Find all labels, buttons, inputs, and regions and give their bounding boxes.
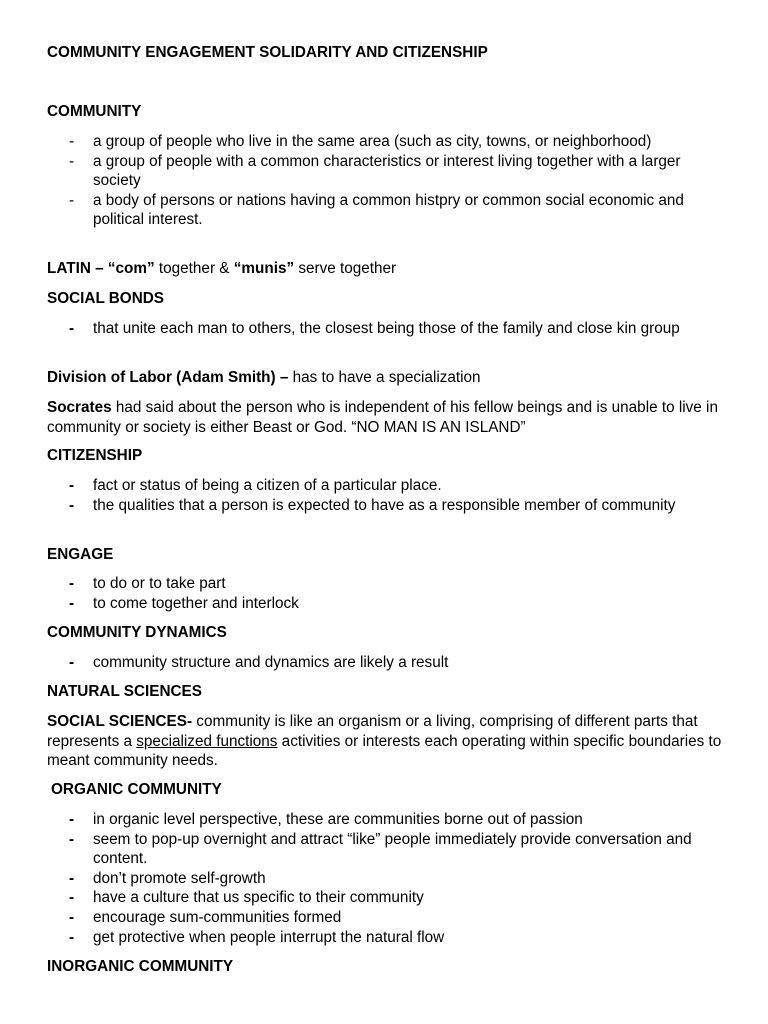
bullet-dash: -: [69, 830, 75, 848]
bullet-dash: -: [69, 928, 75, 946]
heading-natural-sciences: NATURAL SCIENCES: [47, 683, 202, 700]
bullet-dash: -: [69, 496, 75, 514]
bullet-dash: -: [69, 811, 75, 828]
heading-inorganic-community: INORGANIC COMMUNITY: [47, 958, 234, 975]
document-title: COMMUNITY ENGAGEMENT SOLIDARITY AND CITIZENSHIP: [47, 44, 488, 61]
list-item: - a group of people who live in the same area (such as city, towns, or neighborhood): [69, 133, 652, 150]
list-item: - encourage sum-communities formed: [69, 908, 342, 926]
list-item: - to do or to take part: [69, 575, 226, 592]
list-item: - fact or status of being a citizen of a particular place.: [69, 477, 442, 494]
heading-citizenship: CITIZENSHIP: [47, 447, 143, 464]
socrates-paragraph: Socrates had said about the person who is independent of his fellow beings and is unable to live in community or society is either Beast or God. “NO MAN IS AN ISLAND”: [47, 399, 718, 436]
list-item: - in organic level perspective, these are communities borne out of passion: [69, 811, 583, 828]
bullet-dash: -: [69, 575, 75, 592]
community-list: [47, 132, 727, 230]
list-item: - a group of people with a common characteristics or interest living together with a larger society: [69, 152, 681, 190]
bullet-dash: -: [69, 654, 75, 671]
social-sciences-paragraph: SOCIAL SCIENCES- community is like an organism or a living, comprising of different parts that represents a specialized functions activities or interests each operating within specific boundaries to meant community needs.: [47, 713, 722, 770]
social-bonds-list: [47, 319, 727, 339]
list-item: - don’t promote self-growth: [69, 869, 266, 887]
list-item: - the qualities that a person is expected to have as a responsible member of community: [69, 496, 676, 514]
division-of-labor: Division of Labor (Adam Smith) – has to have a specialization: [47, 369, 481, 386]
list-item: - to come together and interlock: [69, 594, 299, 612]
bullet-dash: -: [69, 908, 75, 926]
bullet-dash: -: [69, 889, 75, 907]
citizenship-list: [47, 476, 727, 515]
underlined-term: specialized functions: [136, 732, 278, 750]
bullet-dash: -: [69, 477, 75, 494]
heading-organic-community: ORGANIC COMMUNITY: [51, 781, 222, 798]
bullet-dash: -: [69, 133, 75, 150]
list-item: - have a culture that us specific to their community: [69, 889, 424, 907]
bullet-dash: -: [69, 320, 75, 337]
list-item: - that unite each man to others, the closest being those of the family and close kin group: [69, 320, 680, 337]
engage-list: [47, 574, 727, 613]
list-item: - get protective when people interrupt the natural flow: [69, 928, 445, 946]
heading-community-dynamics: COMMUNITY DYNAMICS: [47, 624, 227, 641]
list-item: - community structure and dynamics are likely a result: [69, 654, 449, 671]
bullet-dash: -: [69, 191, 75, 209]
latin-line: LATIN – “com” together & “munis” serve together: [47, 260, 397, 277]
heading-social-bonds: SOCIAL BONDS: [47, 290, 165, 307]
bullet-dash: -: [69, 594, 75, 612]
heading-community: COMMUNITY: [47, 103, 142, 120]
organic-community-list: [47, 810, 727, 947]
list-item: - seem to pop-up overnight and attract “like” people immediately provide conversation and content.: [69, 830, 692, 868]
heading-engage: ENGAGE: [47, 546, 114, 563]
community-dynamics-list: [47, 653, 727, 673]
list-item: - a body of persons or nations having a common histpry or common social economic and political interest.: [69, 191, 684, 229]
bullet-dash: -: [69, 869, 75, 887]
bullet-dash: -: [69, 152, 75, 170]
